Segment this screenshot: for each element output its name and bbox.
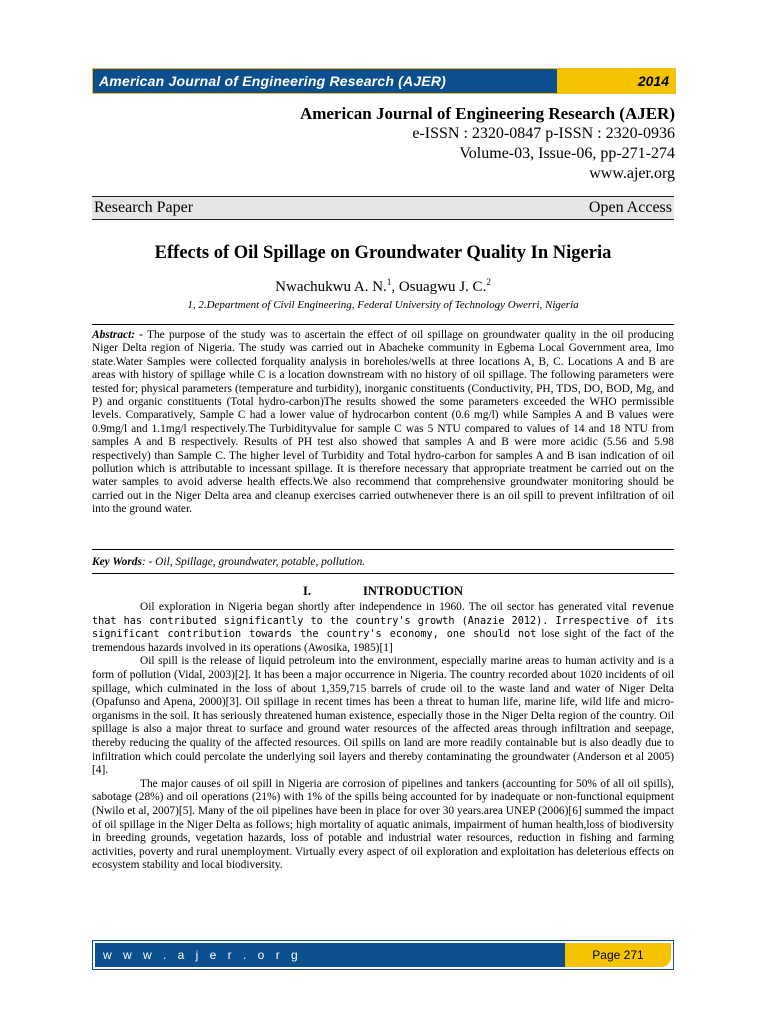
paragraph-2-text-b: . It has been a major occurrence in Nigeria. The country recorded about 1020 incidents of oil spillage, which culminated in the loss of about 1,359,715 barrels of crude oil to the waste land and water of Niger Delta (Opafunso and Apena, 2000): [92, 668, 675, 709]
paper-title: Effects of Oil Spillage on Groundwater Quality In Nigeria: [154, 243, 612, 263]
section-heading: [92, 584, 674, 599]
paragraph-2-text-a: Oil spill is the release of liquid petroleum into the environment, especially marine areas to human activity and is a form of pollution (Vidal, 2003): [92, 655, 674, 681]
paper-type-bar: [92, 196, 674, 220]
author-2: Osuagwu J. C.: [398, 279, 487, 295]
abstract: [92, 329, 674, 517]
paragraph-3-text-b: . Many of the oil pipelines have been in place for over 30 years.area UNEP (2006)[6] summed the impact of oil spillage in the Niger Delta as follows; high mortality of aquatic animals, impairment of human health,loss of biodiversity in breeding grounds, vegetation hazards, loss of potable and industrial water resources, reduction in fishing and farming activities, poverty and rural unemployment. Virtually every aspect of oil exploration and exploitation has deleterious effects on ecosystem stability and local biodiversity.: [92, 804, 674, 872]
author-affiliation: 1, 2.Department of Civil Engineering, Federal University of Technology Owerri, Nigeria: [187, 299, 579, 311]
author-list: [92, 277, 674, 296]
section-number: I.: [302, 584, 311, 598]
journal-header-banner: [92, 68, 676, 94]
journal-title: American Journal of Engineering Research (AJER): [299, 104, 675, 123]
journal-website: www.ajer.org: [589, 165, 675, 182]
author-2-affil-mark: 2: [486, 277, 491, 287]
author-1-affil-mark: 1: [386, 277, 392, 287]
abstract-top-rule: [92, 324, 674, 325]
journal-volume: Volume-03, Issue-06, pp-271-274: [459, 145, 675, 162]
citation-ref: [3]: [225, 696, 239, 709]
author-separator: ,: [391, 279, 399, 295]
paragraph-1: [92, 601, 674, 655]
citation-ref: [1]: [379, 641, 393, 654]
paragraph-1-text-b: lose sight of the fact of the tremendous hazards involved in its operations (Awosika, 1985): [92, 628, 674, 654]
page-footer: [92, 940, 674, 970]
open-access-label: Open Access: [588, 199, 672, 216]
footer-website: w w w . a j e r . o r g: [95, 943, 565, 967]
abstract-label: Abstract: -: [92, 329, 144, 341]
keywords-bottom-rule: [92, 573, 674, 574]
author-1: Nwachukwu A. N.: [275, 279, 387, 295]
paragraph-1-text-mono: revenue that has contributed significantly to the country's growth (Anazie 2012). Irrespective of its significant contribution towards the country's economy, one should not: [92, 602, 674, 641]
section-title: INTRODUCTION: [362, 584, 463, 598]
paper-type-label: Research Paper: [94, 199, 194, 216]
abstract-text: The purpose of the study was to ascertain the effect of oil spillage on groundwater quality in the oil producing Niger Delta region of Nigeria. The study was carried out in Abacheke community in Egbema Local Government area, Imo state.Water Samples were collected forquality analysis in boreholes/wells at three locations A, B, C. Locations A and B are areas with history of spillage while C is a location downstream with no history of oil spillage. The following parameters were tested for; physical parameters (temperature and turbidity), inorganic constituents (Conductivity, PH, TDS, DO, BOD, Mg, and P) and organic constituents (Total hydro-carbon)The results showed the some parameters exceeded the WHO permissible levels. Comparatively, Sample C had a lower value of hydrocarbon content (0.6 mg/l) while Samples A and B values were 0.9mg/l and 1.1mg/l respectively.The Turbidityvalue for sample C was 5 NTU compared to values of 14 and 18 NTU from samples A and B respectively. Results of PH test also showed that samples A and B were more acidic (5.56 and 5.98 respectively) than Sample C. The higher level of Turbidity and Total hydro-carbon for samples A and B isan indication of oil pollution which is attributable to incessant spillage. It is therefore necessary that appropriate treatment be carried out on the water samples to avoid adverse health effects.We also recommend that comprehensive groundwater monitoring should be carried out in the Niger Delta area and cleanup exercises carried outwhenever there is an oil spill to prevent infiltration of oil into the ground water.: [92, 329, 674, 516]
keywords-text: : - Oil, Spillage, groundwater, potable, pollution.: [141, 556, 366, 568]
banner-journal-name: American Journal of Engineering Research (AJER): [93, 69, 557, 93]
paragraph-3: [92, 778, 674, 873]
paragraph-2-text-c: . Oil spillage in recent times has been a threat to human life, marine life, wild life and micro-organisms in the soil. It has seriously threatened human existence, especially those in the Niger Delta region of the country. Oil spillage is also a major threat to surface and ground water resources of the affected areas through infiltration and seepage, thereby reducing the quality of the affected resources. Oil spills on land are more readily containable but is also deadly due to infiltration which could percolate the underlying soil layers and thereby contaminating the groundwater (Anderson et al 2005): [92, 696, 674, 763]
keywords: [92, 556, 674, 568]
keywords-label: Key Words: [92, 556, 142, 568]
journal-info-block: [300, 104, 675, 184]
journal-issn: e-ISSN : 2320-0847 p-ISSN : 2320-0936: [412, 125, 675, 142]
citation-ref: [2]: [234, 668, 249, 681]
keywords-top-rule: [92, 549, 674, 550]
citation-ref: [4]: [92, 764, 106, 777]
paragraph-1-text-a: Oil exploration in Nigeria began shortly after independence in 1960. The oil sector has generated vital: [140, 601, 632, 613]
paragraph-3-text-a: The major causes of oil spill in Nigeria are corrosion of pipelines and tankers (accounting for 50% of all oil spills), sabotage (28%) and oil operations (21%) with 1% of the spills being accounted for by inadequate or non-functional equipment (Nwilo et al, 2007): [92, 777, 674, 817]
paragraph-2-text-d: .: [105, 764, 109, 777]
banner-year: 2014: [557, 69, 675, 93]
footer-page-number: Page 271: [565, 943, 671, 967]
paragraph-2: [92, 655, 674, 777]
introduction-body: [92, 601, 674, 873]
citation-ref: [5]: [178, 804, 193, 817]
